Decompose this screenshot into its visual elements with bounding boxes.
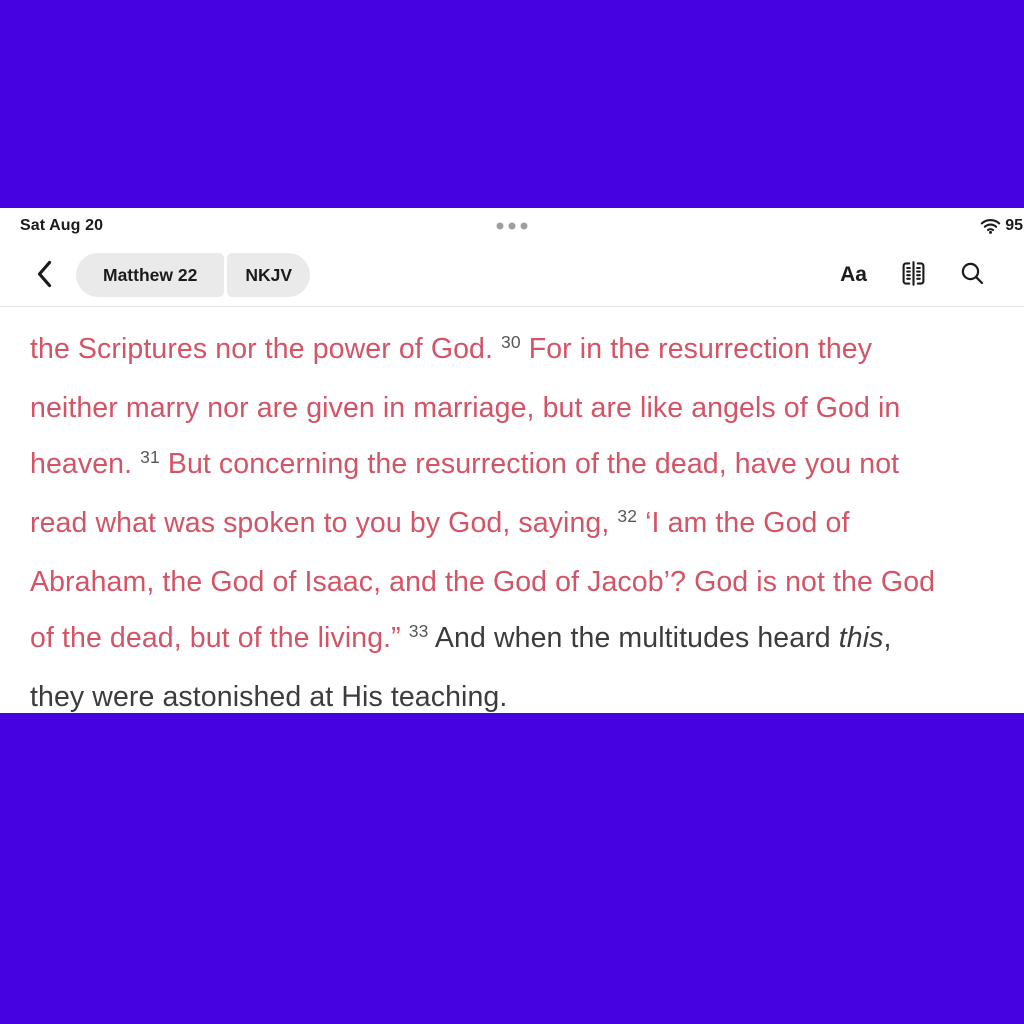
verse-segment: For in the resurrection they: [520, 333, 873, 365]
verse-segment: they were astonished at His teaching.: [30, 681, 508, 713]
reference-segmented-control: [76, 253, 310, 297]
chevron-left-icon: [35, 259, 53, 292]
book-chapter-button[interactable]: Matthew 22: [76, 253, 224, 297]
dot: [509, 223, 516, 230]
verse-segment: But concerning the resurrection of the dead, have you not: [159, 448, 900, 480]
dot: [521, 223, 528, 230]
verse-line: [30, 380, 994, 436]
dot: [497, 223, 504, 230]
search-icon: [960, 261, 985, 289]
verse-segment: ‘I am the God of: [637, 507, 850, 539]
verse-segment: neither marry nor are given in marriage, but are like angels of God in: [30, 392, 901, 424]
font-settings-button[interactable]: Aa: [840, 263, 867, 286]
verse-number: 31: [140, 447, 160, 467]
verse-segment: And when the multitudes heard: [428, 622, 839, 654]
verse-number: 30: [501, 332, 521, 352]
verse-line: [30, 669, 994, 725]
verse-line: [30, 321, 994, 380]
multitasking-handle-icon[interactable]: [497, 223, 528, 230]
verse-segment: this: [838, 622, 884, 654]
nav-bar: [0, 244, 1024, 307]
verse-number: 32: [617, 506, 638, 526]
verse-line: [30, 554, 994, 610]
status-date: Sat Aug 20: [20, 217, 104, 234]
verse-line: [30, 495, 994, 554]
verse-line: [30, 436, 994, 495]
verse-number: 33: [408, 621, 429, 641]
status-indicators: [980, 217, 1023, 235]
nav-actions: [840, 260, 985, 290]
verse-segment: the Scriptures nor the power of God.: [30, 333, 502, 365]
verse-segment: ,: [883, 622, 892, 654]
verse-segment: heaven.: [30, 448, 141, 480]
verse-line: [30, 610, 994, 669]
search-button[interactable]: [960, 261, 985, 289]
battery-percent: 95: [1005, 217, 1023, 234]
verse-text: [0, 307, 1024, 725]
bible-app-window: [0, 208, 1024, 713]
status-bar: [0, 208, 1024, 244]
wifi-icon: [980, 218, 1001, 234]
verse-segment: Abraham, the God of Isaac, and the God of Jacob’? God is not the God: [30, 566, 936, 598]
verse-segment: read what was spoken to you by God, saying,: [30, 507, 618, 539]
back-button[interactable]: [35, 259, 53, 292]
verse-segment: of the dead, but of the living.”: [30, 622, 409, 654]
parallel-reading-button[interactable]: [900, 260, 927, 290]
parallel-book-icon: [900, 260, 927, 290]
translation-button[interactable]: NKJV: [227, 253, 310, 297]
